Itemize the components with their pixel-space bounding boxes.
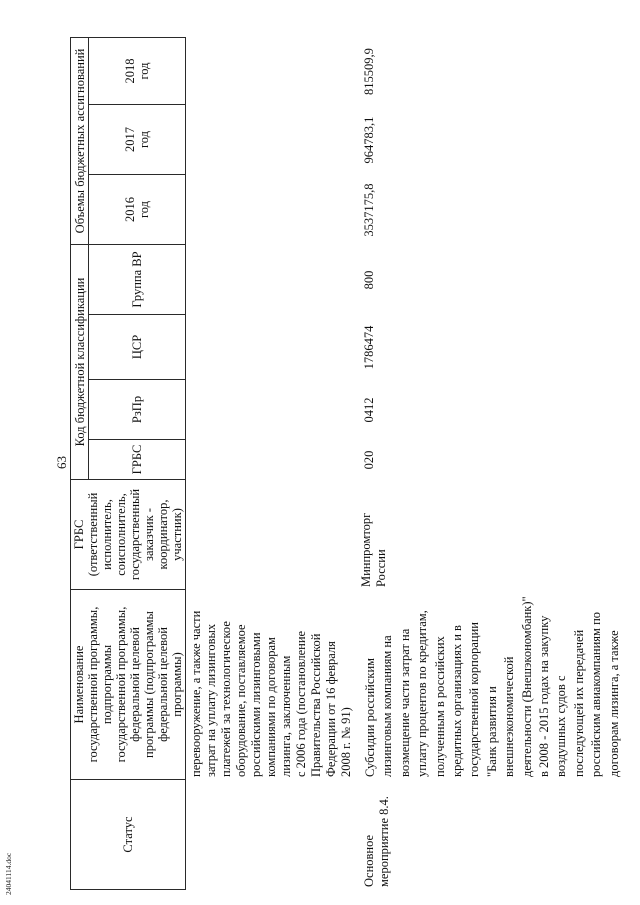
- header-program-name: Наименование государственной программы, подпрограммы государственной программы, федеральной целевой программы (подпрограммы федеральной целевой программы): [71, 590, 186, 780]
- row-measure-code-rzpr: 0412: [362, 397, 376, 423]
- header-allocations-group: Объемы бюджетных ассигнований: [71, 37, 89, 244]
- header-code-grbs: ГРБС: [89, 440, 186, 480]
- header-year-2017: 2017 год: [89, 105, 186, 175]
- row-measure-code-grbs: 020: [362, 450, 376, 470]
- row-measure-code-vr: 800: [362, 270, 376, 290]
- row-measure-name: Субсидии российским лизинговым компаниям на возмещение части затрат на уплату процентов по кредитам, полученным в российских кредитных организациях и в государственной корпорации "Банк развития и внешнеэкономической деятельности (Внешэкономбанк)" в 2008 - 2015 годах на закупку воздушных судов с последующей их передачей российским авиакомпаниям по договорам лизинга, а также: [363, 596, 621, 777]
- header-year-2016: 2016 год: [89, 175, 186, 245]
- row-continuation-name: перевооружение, а также части затрат на уплату лизинговых платежей за технологическое оборудование, поставляемое российскими лизинговыми компаниями по договорам лизинга, заключенным с 2006 года (постановление Правительства Российской Федерации от 16 февраля 2008 г. № 91): [189, 610, 353, 777]
- header-year-2018: 2018 год: [89, 37, 186, 104]
- row-measure-amount-2018: 815509,9: [362, 48, 376, 95]
- header-budget-code-group: Код бюджетной классификации: [71, 245, 89, 480]
- row-measure-amount-2017: 964783,1: [362, 116, 376, 164]
- row-measure-amount-2016: 3537175,8: [362, 183, 376, 237]
- header-grbs-responsible: ГРБС (ответственный исполнитель, соисполнитель, государственный заказчик - координатор, участник): [71, 480, 186, 590]
- table-header: [70, 37, 186, 890]
- header-status: Статус: [71, 780, 186, 890]
- footer-filename: 24041114.doc: [4, 852, 13, 895]
- header-row-groups: [71, 37, 89, 889]
- header-code-csr: ЦСР: [89, 315, 186, 380]
- row-measure-code-csr: 1786474: [362, 325, 376, 370]
- page-number: 63: [54, 456, 69, 469]
- header-code-rzpr: РзПр: [89, 380, 186, 440]
- row-measure-grbs-name: Минпромторг России: [359, 512, 388, 587]
- row-measure-status: Основное мероприятие 8.4.: [362, 796, 391, 887]
- header-code-vr: Группа ВР: [89, 245, 186, 315]
